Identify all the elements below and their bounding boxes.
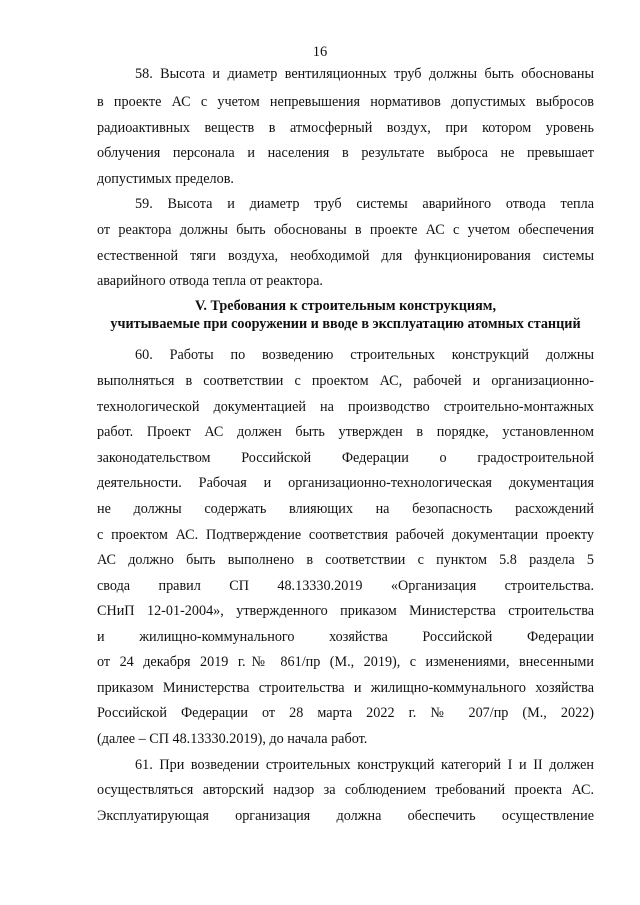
text-line: законодательством Российской Федерации о градостроительной xyxy=(97,450,594,466)
text-line: АС должно быть выполнено в соответствии с пунктом 5.8 раздела 5 xyxy=(97,552,594,568)
text-line: приказом Министерства строительства и жилищно-коммунального хозяйства xyxy=(97,680,594,696)
section-heading-line: учитываемые при сооружении и вводе в эксплуатацию атомных станций xyxy=(110,316,581,332)
page-number: 16 xyxy=(312,44,328,60)
text-line: свода правил СП 48.13330.2019 «Организация строительства. xyxy=(97,578,594,594)
text-line: в проекте АС с учетом непревышения нормативов допустимых выбросов xyxy=(97,94,594,110)
text-line: работ. Проект АС должен быть утвержден в порядке, установленном xyxy=(97,424,594,440)
text-line: радиоактивных веществ в атмосферный воздух, при котором уровень xyxy=(97,120,594,136)
section-heading-line: V. Требования к строительным конструкциям, xyxy=(194,298,496,314)
text-line: аварийного отвода тепла от реактора. xyxy=(97,273,323,289)
text-line: допустимых пределов. xyxy=(97,171,234,187)
text-line: (далее – СП 48.13330.2019), до начала работ. xyxy=(97,731,368,747)
text-line: технологической документацией на производство строительно-монтажных xyxy=(97,399,594,415)
text-line: с проектом АС. Подтверждение соответствия рабочей документации проекту xyxy=(97,527,594,543)
text-line: СНиП 12-01-2004», утвержденного приказом Министерства строительства xyxy=(97,603,594,619)
text-line: естественной тяги воздуха, необходимой для функционирования системы xyxy=(97,248,594,264)
text-line: 61. При возведении строительных конструкций категорий I и II должен xyxy=(135,757,594,773)
text-line: Эксплуатирующая организация должна обеспечить осуществление xyxy=(97,808,594,824)
text-line: от 24 декабря 2019 г.№ 861/пр (М., 2019), с изменениями, внесенными xyxy=(97,654,594,670)
text-line: осуществляться авторский надзор за соблюдением требований проекта АС. xyxy=(97,782,594,798)
text-line: деятельности. Рабочая и организационно-технологическая документация xyxy=(97,475,594,491)
text-line: и жилищно-коммунального хозяйства Российской Федерации xyxy=(97,629,594,645)
text-line: 59. Высота и диаметр труб системы аварийного отвода тепла xyxy=(135,196,594,212)
text-line: облучения персонала и населения в результате выброса не превышает xyxy=(97,145,594,161)
text-line: 60. Работы по возведению строительных конструкций должны xyxy=(135,347,594,363)
text-line: не должны содержать влияющих на безопасность расхождений xyxy=(97,501,594,517)
text-line: от реактора должны быть обоснованы в проекте АС с учетом обеспечения xyxy=(97,222,594,238)
text-line: 58. Высота и диаметр вентиляционных труб должны быть обоснованы xyxy=(135,66,594,82)
text-line: Российской Федерации от 28 марта 2022 г. № 207/пр (М., 2022) xyxy=(97,705,594,721)
text-line: выполняться в соответствии с проектом АС, рабочей и организационно- xyxy=(97,373,594,389)
